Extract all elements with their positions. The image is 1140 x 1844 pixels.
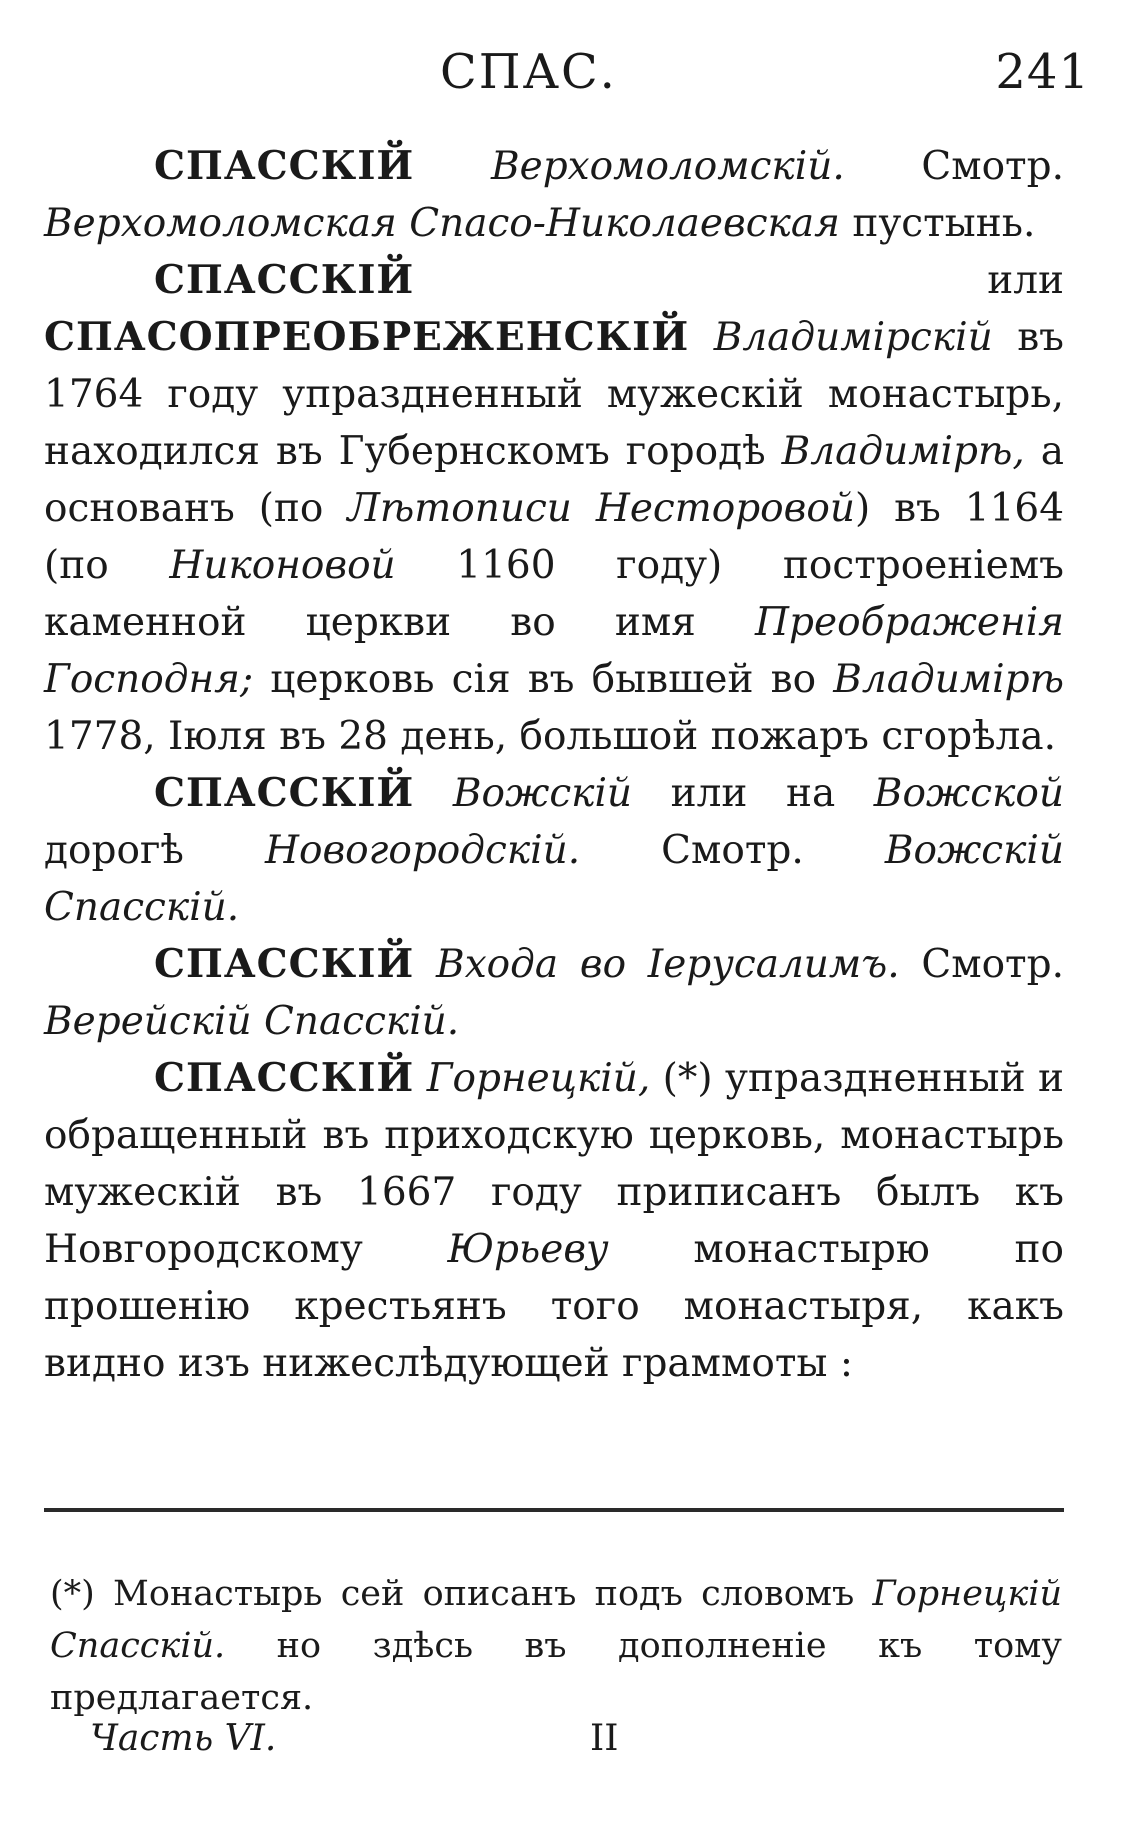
italic-text-run: Никоновой [169, 543, 396, 588]
text-run: въ 1764 году упраздненный мужескій монастырь, находился въ Губернскомъ городѣ [44, 315, 1064, 474]
page-footer [90, 1718, 790, 1759]
text-run: церковь сія въ бывшей во [253, 657, 834, 702]
dictionary-entry [44, 936, 1064, 1050]
italic-text-run: Вожскій [452, 771, 633, 816]
italic-text-run: Горнецкій, [426, 1056, 651, 1101]
text-run [414, 144, 491, 189]
running-head: СПАС. [440, 44, 617, 100]
text-run: (*) упраздненный и обращенный въ приходскую церковь, монастырь мужескій въ 1667 году приписанъ былъ къ Новгородскому [44, 1056, 1064, 1272]
italic-text-run: Владимірѣ [833, 657, 1064, 702]
bold-text-run: СПАСОПРЕОБРЕЖЕНСКІЙ [44, 314, 690, 360]
italic-text-run: Лѣтописи Несторовой [347, 486, 855, 531]
italic-text-run: Юрьеву [447, 1227, 609, 1272]
text-run [414, 1056, 426, 1101]
text-run: пустынь. [839, 201, 1036, 246]
text-run: но здѣсь въ дополненіе къ тому предлагается. [50, 1626, 1062, 1718]
text-run: дорогѣ [44, 828, 265, 873]
text-run: Смотр. [844, 144, 1064, 189]
italic-text-run: Владимірскій [713, 315, 993, 360]
italic-text-run: Верейскій Спасскій. [44, 999, 460, 1044]
text-run: ) въ 1164 (по [44, 486, 1065, 588]
italic-text-run: Верхомоломская Спасо-Николаевская [44, 201, 840, 246]
text-run: (*) Монастырь сей описанъ подъ словомъ [50, 1574, 873, 1614]
italic-text-run: Верхомоломскій. [490, 144, 845, 189]
dictionary-entry [44, 138, 1064, 252]
italic-text-run: Входа во Іерусалимъ. [436, 942, 900, 987]
entry-headword: СПАССКІЙ [154, 143, 415, 189]
part-label: Часть VI. [90, 1718, 277, 1759]
footnote [50, 1568, 1062, 1724]
text-run: или [414, 258, 1064, 303]
text-run: а основанъ (по [44, 429, 1064, 531]
italic-text-run: Преображенія Господня; [44, 600, 1064, 702]
page-header [40, 44, 1090, 104]
footnote-separator-rule [44, 1508, 1064, 1512]
dictionary-entry [44, 252, 1064, 765]
italic-text-run: Вожской [873, 771, 1064, 816]
dictionary-entries [44, 138, 1064, 1392]
italic-text-run: Вожскій Спасскій. [44, 828, 1065, 930]
dictionary-entry [44, 765, 1064, 936]
text-run: Смотр. [899, 942, 1064, 987]
text-run [414, 942, 436, 987]
dictionary-entry [44, 1050, 1064, 1392]
text-run: Смотр. [580, 828, 885, 873]
text-run: 1160 году) построеніемъ каменной церкви во имя [44, 543, 1064, 645]
entry-headword: СПАССКІЙ [154, 257, 415, 303]
text-run: 1778, Іюля въ 28 день, большой пожаръ сгорѣла. [44, 714, 1057, 759]
entry-headword: СПАССКІЙ [154, 1055, 415, 1101]
italic-text-run: Новогородскій. [264, 828, 581, 873]
page-number: 241 [995, 44, 1090, 100]
signature-mark: II [590, 1718, 619, 1759]
text-run: или на [632, 771, 874, 816]
entry-headword: СПАССКІЙ [154, 941, 415, 987]
text-run [689, 315, 713, 360]
text-run: монастырю по прошенію крестьянъ того монастыря, какъ видно изъ нижеслѣдующей граммоты : [44, 1227, 1064, 1386]
italic-text-run: Владимірѣ, [781, 429, 1025, 474]
text-run [414, 771, 453, 816]
italic-text-run: Горнецкій Спасскій. [50, 1574, 1062, 1666]
entry-headword: СПАССКІЙ [154, 770, 415, 816]
